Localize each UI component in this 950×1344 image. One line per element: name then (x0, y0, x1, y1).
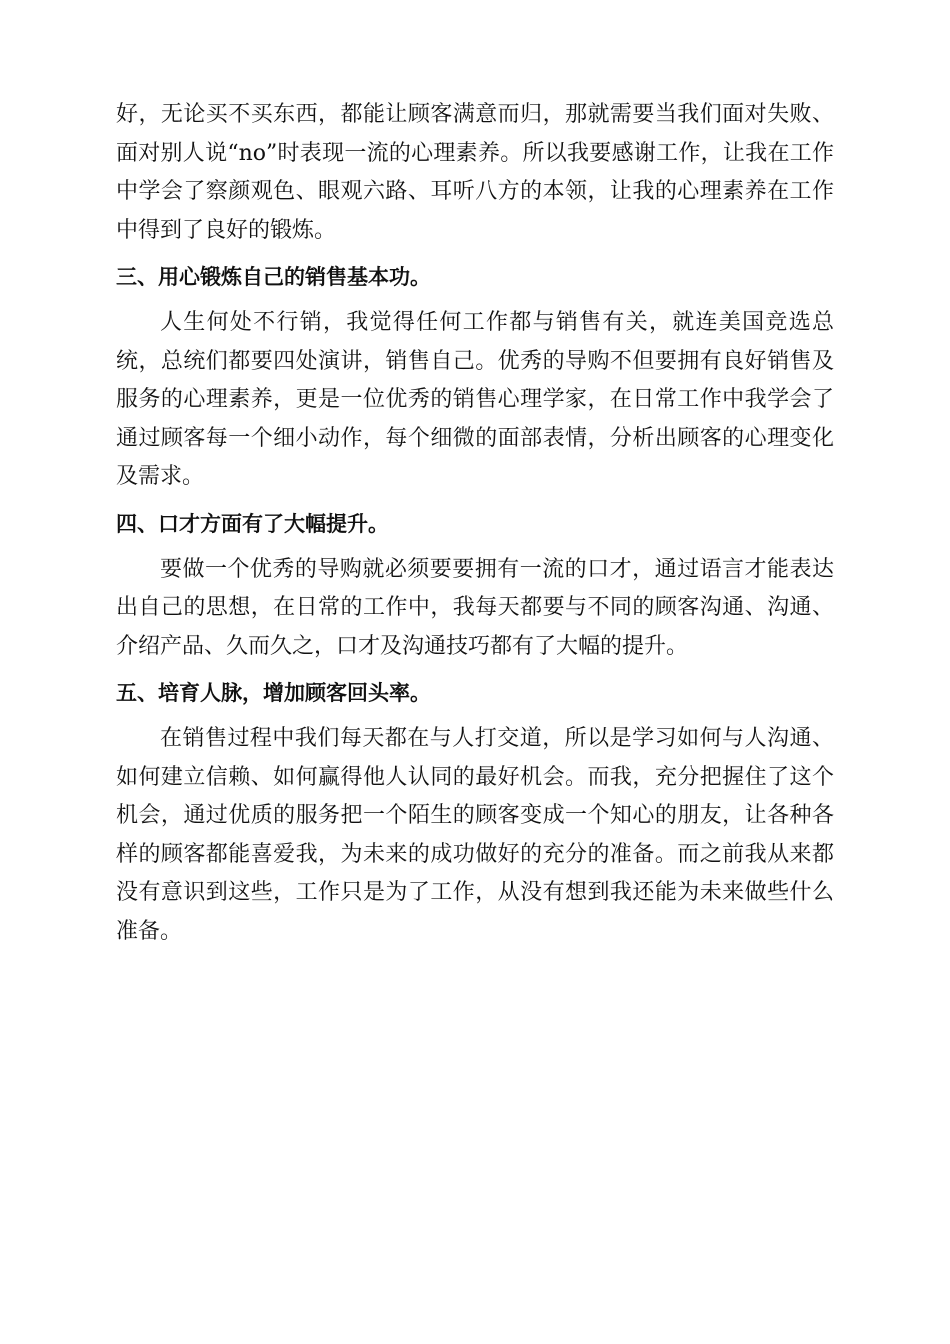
section-body-4: 要做一个优秀的导购就必须要要拥有一流的口才，通过语言才能表达出自己的思想，在日常的工作中，我每天都要与不同的顾客沟通、沟通、介绍产品、久而久之，口才及沟通技巧都有了大幅的提升。 (116, 556, 834, 659)
section-heading-4: 四、口才方面有了大幅提升。 (116, 511, 389, 536)
intro-paragraph: 好，无论买不买东西，都能让顾客满意而归，那就需要当我们面对失败、面对别人说“no”时表现一流的心理素养。所以我要感谢工作，让我在工作中学会了察颜观色、眼观六路、耳听八方的本领，让我的心理素养在工作中得到了良好的锻炼。 (116, 102, 834, 243)
document-page (116, 96, 834, 951)
section-heading-3: 三、用心锻炼自己的销售基本功。 (116, 265, 431, 289)
section-heading-5: 五、培育人脉，增加顾客回头率。 (116, 681, 431, 705)
section-body-3: 人生何处不行销，我觉得任何工作都与销售有关，就连美国竞选总统，总统们都要四处演讲，销售自己。优秀的导购不但要拥有良好销售及服务的心理素养，更是一位优秀的销售心理学家，在日常工作中我学会了通过顾客每一个细小动作，每个细微的面部表情，分析出顾客的心理变化及需求。 (116, 310, 834, 489)
section-body-5: 在销售过程中我们每天都在与人打交道，所以是学习如何与人沟通、如何建立信赖、如何赢得他人认同的最好机会。而我，充分把握住了这个机会，通过优质的服务把一个陌生的顾客变成一个知心的朋友，让各种各样的顾客都能喜爱我，为未来的成功做好的充分的准备。而之前我从来都没有意识到这些，工作只是为了工作，从没有想到我还能为未来做些什么准备。 (116, 726, 834, 944)
